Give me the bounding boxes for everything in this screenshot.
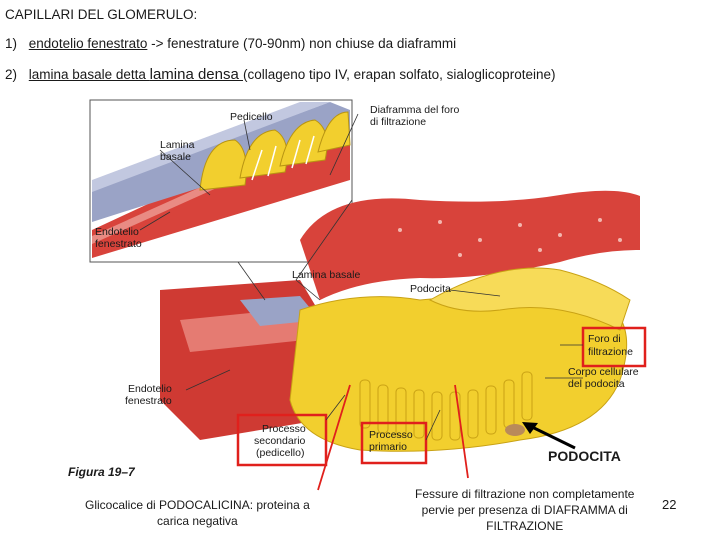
item1-description: -> fenestrature (70-90nm) non chiuse da diaframmi — [147, 36, 457, 51]
label-endotelio-2: fenestrato — [125, 395, 172, 407]
item2-description: (collageno tipo IV, erapan solfato, sialoglicoproteine) — [243, 67, 556, 82]
list-number: 2) — [5, 67, 18, 82]
figure-number: Figura 19–7 — [68, 465, 135, 479]
caption-line: Fessure di filtrazione non completamente — [415, 487, 635, 501]
lamina-term: lamina basale detta — [28, 67, 150, 82]
label-secondario-1: Processo — [262, 423, 306, 435]
caption-line: Glicocalice di PODOCALICINA: proteina a — [85, 498, 310, 512]
label-endotelio-inset-2: fenestrato — [95, 238, 142, 250]
label-basale-inset: basale — [160, 151, 191, 163]
label-diaframma-1: Diaframma del foro — [370, 104, 460, 116]
label-lamina-inset: Lamina — [160, 139, 195, 151]
label-primario-1: Processo — [369, 429, 413, 441]
label-endotelio-1: Endotelio — [128, 383, 172, 395]
label-foro-1: Foro di — [588, 333, 621, 345]
caption-line: FILTRAZIONE — [486, 519, 564, 533]
label-primario-2: primario — [369, 441, 407, 453]
list-number: 1) — [5, 36, 18, 51]
label-diaframma-2: di filtrazione — [370, 116, 427, 128]
podocyte-nucleus — [505, 424, 525, 436]
label-corpo-2: del podocita — [568, 378, 625, 390]
page-number: 22 — [662, 497, 677, 512]
lamina-densa-term: lamina densa — [149, 66, 244, 83]
endotelio-term: endotelio fenestrato — [28, 36, 148, 51]
caption-line: pervie per presenza di DIAFRAMMA di — [421, 503, 628, 517]
label-podocita: Podocita — [410, 283, 451, 295]
label-lamina-basale: Lamina basale — [292, 269, 361, 281]
label-endotelio-inset-1: Endotelio — [95, 226, 139, 238]
caption-glicocalice — [85, 497, 310, 529]
label-corpo-1: Corpo cellulare — [568, 366, 639, 378]
label-pedicello: Pedicello — [230, 111, 273, 123]
podocita-callout: PODOCITA — [548, 448, 621, 464]
label-foro-2: filtrazione — [588, 346, 633, 358]
caption-fessure — [415, 486, 634, 534]
label-secondario-2: secondario — [254, 435, 306, 447]
caption-line: carica negativa — [157, 514, 238, 528]
label-secondario-3: (pedicello) — [256, 447, 305, 459]
heading: CAPILLARI DEL GLOMERULO: — [5, 7, 198, 22]
